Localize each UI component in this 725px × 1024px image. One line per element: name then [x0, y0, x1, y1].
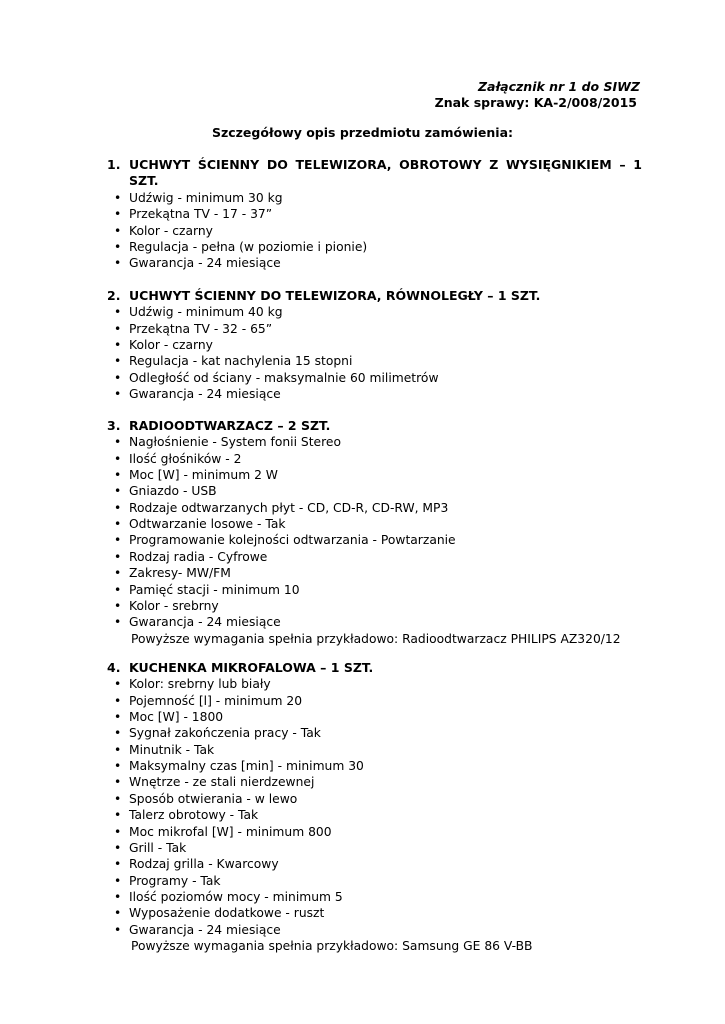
bullet-icon: •	[114, 190, 122, 205]
list-item: • Gwarancja - 24 miesiące	[114, 256, 281, 271]
list-item: • Minutnik - Tak	[114, 742, 215, 757]
section-heading	[107, 660, 642, 676]
list-item: • Wnętrze - ze stali nierdzewnej	[114, 775, 315, 790]
section-number: 1.	[107, 157, 121, 172]
list-item: • Rodzaj grilla - Kwarcowy	[114, 857, 279, 872]
list-item: • Pamięć stacji - minimum 10	[114, 582, 300, 597]
bullet-icon: •	[114, 223, 122, 238]
section-heading	[107, 288, 642, 304]
list-item: • Talerz obrotowy - Tak	[114, 808, 259, 823]
bullet-icon: •	[114, 598, 122, 613]
list-item: • Rodzaje odtwarzanych płyt - CD, CD-R, CD-RW, MP3	[114, 500, 449, 515]
bullet-icon: •	[114, 239, 122, 254]
bullet-icon: •	[114, 305, 122, 320]
bullet-icon: •	[114, 370, 122, 385]
bullet-icon: •	[114, 889, 122, 904]
list-item: • Regulacja - kat nachylenia 15 stopni	[114, 354, 353, 369]
list-item: • Przekątna TV - 17 - 37”	[114, 207, 273, 222]
list-item: • Sposób otwierania - w lewo	[114, 791, 298, 806]
bullet-icon: •	[114, 468, 122, 483]
list-item: • Kolor - srebrny	[114, 598, 219, 613]
list-item: • Gwarancja - 24 miesiące	[114, 387, 281, 402]
list-item: • Pojemność [l] - minimum 20	[114, 693, 303, 708]
section-number: 2.	[107, 288, 121, 303]
list-item: • Regulacja - pełna (w poziomie i pionie)	[114, 239, 368, 254]
bullet-icon: •	[114, 906, 122, 921]
bullet-icon: •	[114, 693, 122, 708]
list-item: • Wyposażenie dodatkowe - ruszt	[114, 906, 325, 921]
requirements-list	[107, 676, 642, 938]
list-item: • Moc [W] - 1800	[114, 710, 224, 725]
bullet-icon: •	[114, 566, 122, 581]
bullet-icon: •	[114, 500, 122, 515]
section-number: 4.	[107, 660, 121, 675]
list-item: • Programowanie kolejności odtwarzania - Powtarzanie	[114, 533, 456, 548]
requirements-list	[107, 304, 642, 402]
bullet-icon: •	[114, 710, 122, 725]
bullet-icon: •	[114, 742, 122, 757]
list-item: • Zakresy- MW/FM	[114, 566, 231, 581]
list-item: • Gniazdo - USB	[114, 484, 217, 499]
bullet-icon: •	[114, 775, 122, 790]
list-item: • Kolor - czarny	[114, 223, 213, 238]
bullet-icon: •	[114, 857, 122, 872]
bullet-icon: •	[114, 321, 122, 336]
list-item: • Moc mikrofal [W] - minimum 800	[114, 824, 332, 839]
bullet-icon: •	[114, 435, 122, 450]
case-number: Znak sprawy: KA-2/008/2015	[434, 95, 637, 110]
list-item: • Programy - Tak	[114, 873, 221, 888]
bullet-icon: •	[114, 582, 122, 597]
example-note: Powyższe wymagania spełnia przykładowo: Samsung GE 86 V-BB	[131, 938, 533, 953]
bullet-icon: •	[114, 677, 122, 692]
list-item: • Gwarancja - 24 miesiące	[114, 922, 281, 937]
list-item: • Odległość od ściany - maksymalnie 60 milimetrów	[114, 370, 439, 385]
section-number: 3.	[107, 418, 121, 433]
list-item: • Grill - Tak	[114, 840, 187, 855]
page-title: Szczegółowy opis przedmiotu zamówienia:	[211, 125, 514, 140]
section-title: UCHWYT ŚCIENNY DO TELEWIZORA, OBROTOWY Z WYSIĘGNIKIEM – 1 SZT.	[129, 157, 642, 189]
requirements-list	[107, 434, 642, 630]
bullet-icon: •	[114, 207, 122, 222]
list-item: • Nagłośnienie - System fonii Stereo	[114, 435, 341, 450]
bullet-icon: •	[114, 387, 122, 402]
section-1	[107, 157, 642, 272]
bullet-icon: •	[114, 338, 122, 353]
bullet-icon: •	[114, 256, 122, 271]
bullet-icon: •	[114, 549, 122, 564]
section-title: UCHWYT ŚCIENNY DO TELEWIZORA, RÓWNOLEGŁY – 1 SZT.	[129, 288, 541, 303]
bullet-icon: •	[114, 873, 122, 888]
list-item: • Udźwig - minimum 40 kg	[114, 305, 283, 320]
section-3	[107, 418, 642, 647]
bullet-icon: •	[114, 824, 122, 839]
bullet-icon: •	[114, 922, 122, 937]
list-item: • Kolor - czarny	[114, 338, 213, 353]
list-item: • Ilość głośników - 2	[114, 451, 242, 466]
bullet-icon: •	[114, 808, 122, 823]
bullet-icon: •	[114, 791, 122, 806]
section-2	[107, 288, 642, 402]
bullet-icon: •	[114, 615, 122, 630]
list-item: • Maksymalny czas [min] - minimum 30	[114, 759, 364, 774]
list-item: • Udźwig - minimum 30 kg	[114, 190, 283, 205]
list-item: • Gwarancja - 24 miesiące	[114, 615, 281, 630]
section-heading	[107, 157, 642, 190]
list-item: • Rodzaj radia - Cyfrowe	[114, 549, 268, 564]
bullet-icon: •	[114, 517, 122, 532]
list-item: • Kolor: srebrny lub biały	[114, 677, 271, 692]
bullet-icon: •	[114, 533, 122, 548]
list-item: • Moc [W] - minimum 2 W	[114, 468, 278, 483]
requirements-list	[107, 190, 642, 272]
bullet-icon: •	[114, 354, 122, 369]
list-item: • Przekątna TV - 32 - 65”	[114, 321, 273, 336]
bullet-icon: •	[114, 726, 122, 741]
attachment-label: Załącznik nr 1 do SIWZ	[477, 79, 640, 94]
section-heading	[107, 418, 642, 434]
section-4	[107, 660, 642, 954]
list-item: • Ilość poziomów mocy - minimum 5	[114, 889, 343, 904]
bullet-icon: •	[114, 451, 122, 466]
list-item: • Odtwarzanie losowe - Tak	[114, 517, 286, 532]
bullet-icon: •	[114, 484, 122, 499]
section-title: KUCHENKA MIKROFALOWA – 1 SZT.	[129, 660, 374, 675]
list-item: • Sygnał zakończenia pracy - Tak	[114, 726, 321, 741]
bullet-icon: •	[114, 759, 122, 774]
bullet-icon: •	[114, 840, 122, 855]
example-note: Powyższe wymagania spełnia przykładowo: Radioodtwarzacz PHILIPS AZ320/12	[131, 631, 621, 646]
section-title: RADIOODTWARZACZ – 2 SZT.	[129, 418, 331, 433]
